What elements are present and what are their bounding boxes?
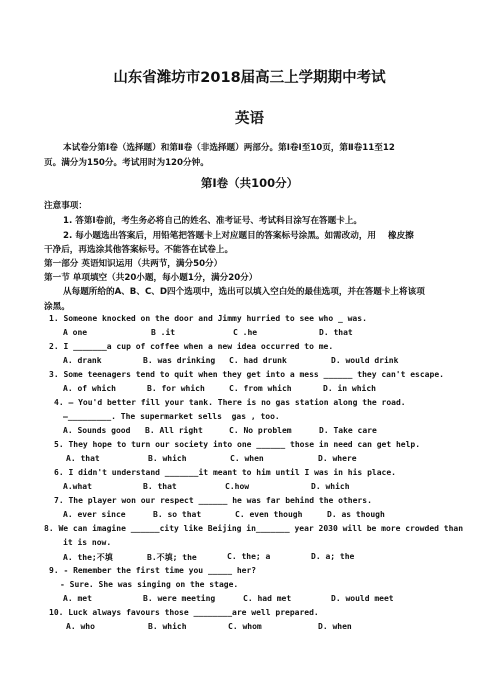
exam-title: 山东省潍坊市2018届高三上学期期中考试 [113, 70, 386, 86]
question-1-stem: 1. Someone knocked on the door and Jimmy hurried to see who _ was. [49, 314, 367, 323]
option-d: D. a; the [311, 552, 355, 561]
option-b: B. was drinking [143, 356, 216, 365]
option-b: B. for which [147, 384, 205, 393]
question-3-stem: 3. Some teenagers tend to quit when they get into a mess ______ they can't escape. [49, 370, 444, 379]
intro-line-1: 本试卷分第Ⅰ卷（选择题）和第Ⅱ卷（非选择题）两部分。第Ⅰ卷Ⅰ至10页，第Ⅱ卷11至12 [63, 143, 395, 153]
question-9-stem: 9. - Remember the first time you _____ her? [49, 566, 257, 575]
option-b: B. All right [145, 426, 203, 435]
option-d: D. Take care [319, 426, 377, 435]
option-d: D. in which [323, 384, 376, 393]
question-10-options [66, 622, 352, 631]
option-c: C. had drunk [229, 356, 287, 365]
option-b: B. which [148, 454, 187, 463]
question-6-stem: 6. I didn't understand _______it meant to him until I was in his place. [54, 468, 396, 477]
option-b: B. so that [153, 510, 202, 519]
question-5-stem: 5. They hope to turn our society into one ______ those in need can get help. [54, 440, 421, 449]
option-c: C. No problem [229, 426, 292, 435]
instruction-line-2: 涂黑。 [44, 302, 70, 312]
option-d: D. which [311, 482, 350, 491]
option-c: C. when [230, 454, 264, 463]
question-9-reply: - Sure. She was singing on the stage. [60, 580, 239, 589]
question-8-stem-continued: it is now. [63, 538, 112, 547]
notes-item-1: 1. 答第Ⅰ卷前，考生务必将自己的姓名、准考证号、考试科目涂写在答题卡上。 [63, 216, 363, 226]
question-7-stem: 7. The player won our respect ______ he was far behind the others. [54, 496, 372, 505]
instruction-line-1: 从每题所给的A、B、C、D四个选项中，选出可以填入空白处的最佳选项，并在答题卡上将该项 [63, 287, 425, 297]
option-a: A. drank [63, 356, 102, 365]
question-2-stem: 2. I _______a cup of coffee when a new idea occurred to me. [49, 342, 334, 351]
question-2-options [63, 356, 398, 365]
question-5-options [66, 454, 357, 463]
question-8-options [63, 552, 354, 563]
notes-heading: 注意事项： [44, 201, 87, 211]
option-b: B. were meeting [143, 594, 216, 603]
question-4-reply: —_________. The supermarket sells gas , too. [63, 412, 280, 421]
option-a: A.what [63, 482, 92, 491]
question-9-options [63, 594, 394, 603]
option-c: C. had met [243, 594, 292, 603]
intro-line-2: 页。满分为150分。考试用时为120分钟。 [44, 158, 209, 168]
section-part-heading: 第一部分 英语知识运用（共两节，满分50分） [44, 259, 223, 269]
option-a: A. that [66, 454, 100, 463]
question-8-stem: 8. We can imagine ______city like Beijing in_______ year 2030 will be more crowded than [44, 524, 464, 533]
question-1-options [63, 328, 353, 337]
section-sub-heading: 第一节 单项填空（共20小题，每小题1分，满分20分） [44, 273, 258, 283]
question-7-options [63, 510, 385, 519]
option-d: D. where [318, 454, 357, 463]
option-d: D. as though [327, 510, 385, 519]
option-a: A. Sounds good [63, 426, 131, 435]
option-a: A one [63, 328, 88, 337]
option-c: C. even though [235, 510, 303, 519]
option-d: D. would drink [331, 356, 399, 365]
option-a: A. of which [63, 384, 116, 393]
question-4-stem: 4. — You'd better fill your tank. There is no gas station along the road. [54, 398, 406, 407]
part-one-title: 第Ⅰ卷（共100分） [200, 176, 299, 190]
question-4-options [63, 426, 377, 435]
subject-title: 英语 [235, 111, 264, 127]
option-a: A. ever since [63, 510, 126, 519]
option-d: D. would meet [331, 594, 394, 603]
notes-item-2-line-1: 2. 每小题选出答案后，用铅笔把答题卡上对应题目的答案标号涂黑。如需改动，用 橡皮擦 [63, 231, 414, 241]
option-b: B .it [151, 328, 176, 337]
option-c: C. the; a [227, 552, 271, 561]
option-b: B.不填; the [147, 553, 197, 562]
question-6-options [63, 482, 350, 491]
option-c: C .he [233, 328, 258, 337]
option-c: C. from which [229, 384, 292, 393]
option-d: D. that [319, 328, 353, 337]
option-c: C.how [225, 482, 250, 491]
option-b: B. which [148, 622, 187, 631]
question-10-stem: 10. Luck always favours those ________are well prepared. [49, 608, 319, 617]
notes-item-2-line-2: 干净后，再选涂其他答案标号。不能答在试卷上。 [44, 245, 234, 255]
option-a: A. the;不填 [63, 553, 113, 562]
option-a: A. who [66, 622, 95, 631]
option-c: C. whom [228, 622, 262, 631]
option-b: B. that [143, 482, 177, 491]
option-a: A. met [63, 594, 92, 603]
option-d: D. when [318, 622, 352, 631]
question-3-options [63, 384, 376, 393]
